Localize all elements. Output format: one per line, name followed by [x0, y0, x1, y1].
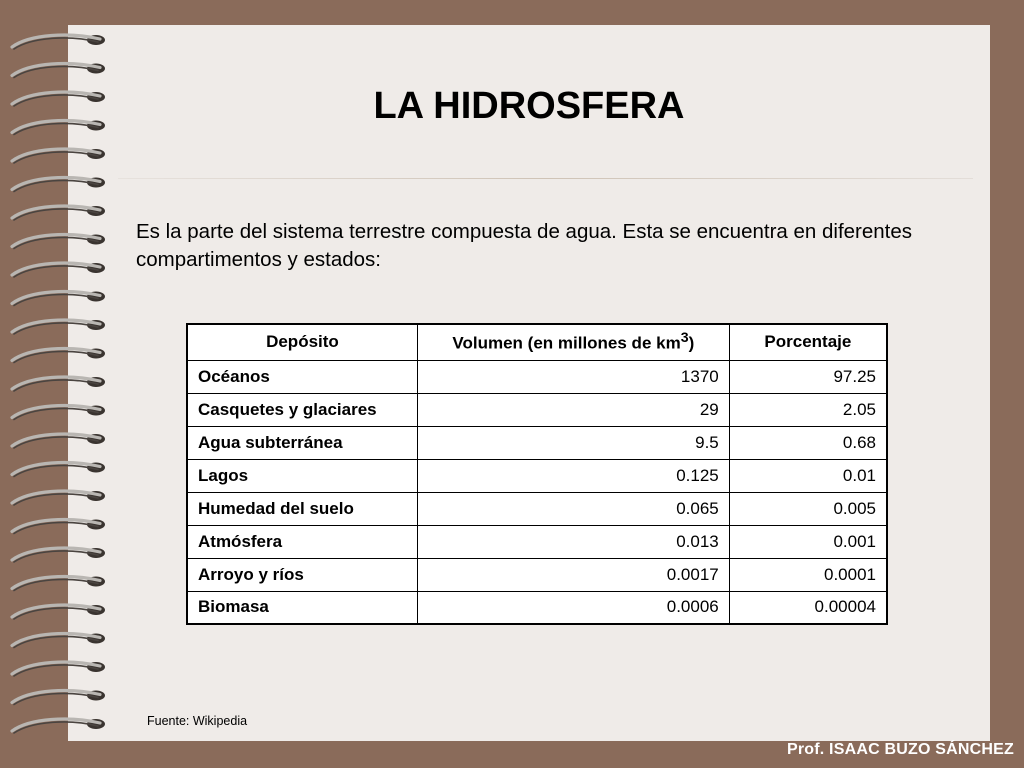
- spiral-ring: [12, 178, 105, 192]
- header-volume-text: Volumen (en millones de km: [452, 334, 681, 354]
- hydrosphere-table: [186, 323, 888, 625]
- deposit-name: Lagos: [187, 459, 417, 492]
- deposit-percent: 2.05: [729, 393, 887, 426]
- deposit-name: Océanos: [187, 360, 417, 393]
- spiral-ring: [12, 719, 105, 733]
- table-row: [187, 492, 887, 525]
- deposit-percent: 0.001: [729, 525, 887, 558]
- deposit-percent: 0.0001: [729, 558, 887, 591]
- header-volume: [417, 324, 729, 360]
- spiral-ring: [12, 263, 105, 277]
- deposit-percent: 0.00004: [729, 591, 887, 624]
- spiral-ring: [12, 349, 105, 363]
- spiral-ring: [12, 35, 105, 49]
- spiral-ring: [12, 662, 105, 676]
- header-volume-exponent: 3: [680, 330, 689, 347]
- deposit-percent: 0.01: [729, 459, 887, 492]
- deposit-name: Casquetes y glaciares: [187, 393, 417, 426]
- table-row: [187, 393, 887, 426]
- table-header-row: [187, 324, 887, 360]
- spiral-ring: [12, 577, 105, 591]
- table-row: [187, 360, 887, 393]
- deposit-volume: 0.125: [417, 459, 729, 492]
- deposit-percent: 0.68: [729, 426, 887, 459]
- deposit-volume: 0.0006: [417, 591, 729, 624]
- deposit-name: Humedad del suelo: [187, 492, 417, 525]
- table-row: [187, 426, 887, 459]
- header-deposit: Depósito: [187, 324, 417, 360]
- deposit-name: Atmósfera: [187, 525, 417, 558]
- title-divider: [118, 178, 973, 179]
- spiral-ring: [12, 634, 105, 648]
- spiral-ring: [12, 691, 105, 705]
- spiral-ring: [12, 406, 105, 420]
- deposit-volume: 1370: [417, 360, 729, 393]
- deposit-volume: 0.065: [417, 492, 729, 525]
- spiral-ring: [12, 149, 105, 163]
- spiral-ring: [12, 377, 105, 391]
- deposit-volume: 29: [417, 393, 729, 426]
- table-row: [187, 525, 887, 558]
- spiral-ring: [12, 320, 105, 334]
- table-row: [187, 459, 887, 492]
- spiral-ring: [12, 520, 105, 534]
- table-row: [187, 558, 887, 591]
- spiral-ring: [12, 463, 105, 477]
- spiral-ring: [12, 434, 105, 448]
- table-row: [187, 591, 887, 624]
- spiral-ring: [12, 548, 105, 562]
- spiral-ring: [12, 206, 105, 220]
- deposit-name: Agua subterránea: [187, 426, 417, 459]
- author-credit: Prof. ISAAC BUZO SÁNCHEZ: [786, 741, 1014, 758]
- spiral-ring: [12, 64, 105, 78]
- spiral-ring: [12, 235, 105, 249]
- header-percent: Porcentaje: [729, 324, 887, 360]
- spiral-ring: [12, 491, 105, 505]
- slide-title: LA HIDROSFERA: [373, 85, 685, 127]
- deposit-percent: 0.005: [729, 492, 887, 525]
- deposit-name: Biomasa: [187, 591, 417, 624]
- spiral-binding: [0, 32, 112, 742]
- deposit-percent: 97.25: [729, 360, 887, 393]
- deposit-volume: 9.5: [417, 426, 729, 459]
- source-note: Fuente: Wikipedia: [147, 714, 248, 728]
- deposit-name: Arroyo y ríos: [187, 558, 417, 591]
- spiral-ring: [12, 292, 105, 306]
- deposit-volume: 0.0017: [417, 558, 729, 591]
- intro-paragraph: Es la parte del sistema terrestre compuesta de agua. Esta se encuentra en diferentes compartimentos y estados:: [136, 220, 913, 271]
- header-volume-close: ): [688, 334, 695, 354]
- deposit-volume: 0.013: [417, 525, 729, 558]
- spiral-ring: [12, 605, 105, 619]
